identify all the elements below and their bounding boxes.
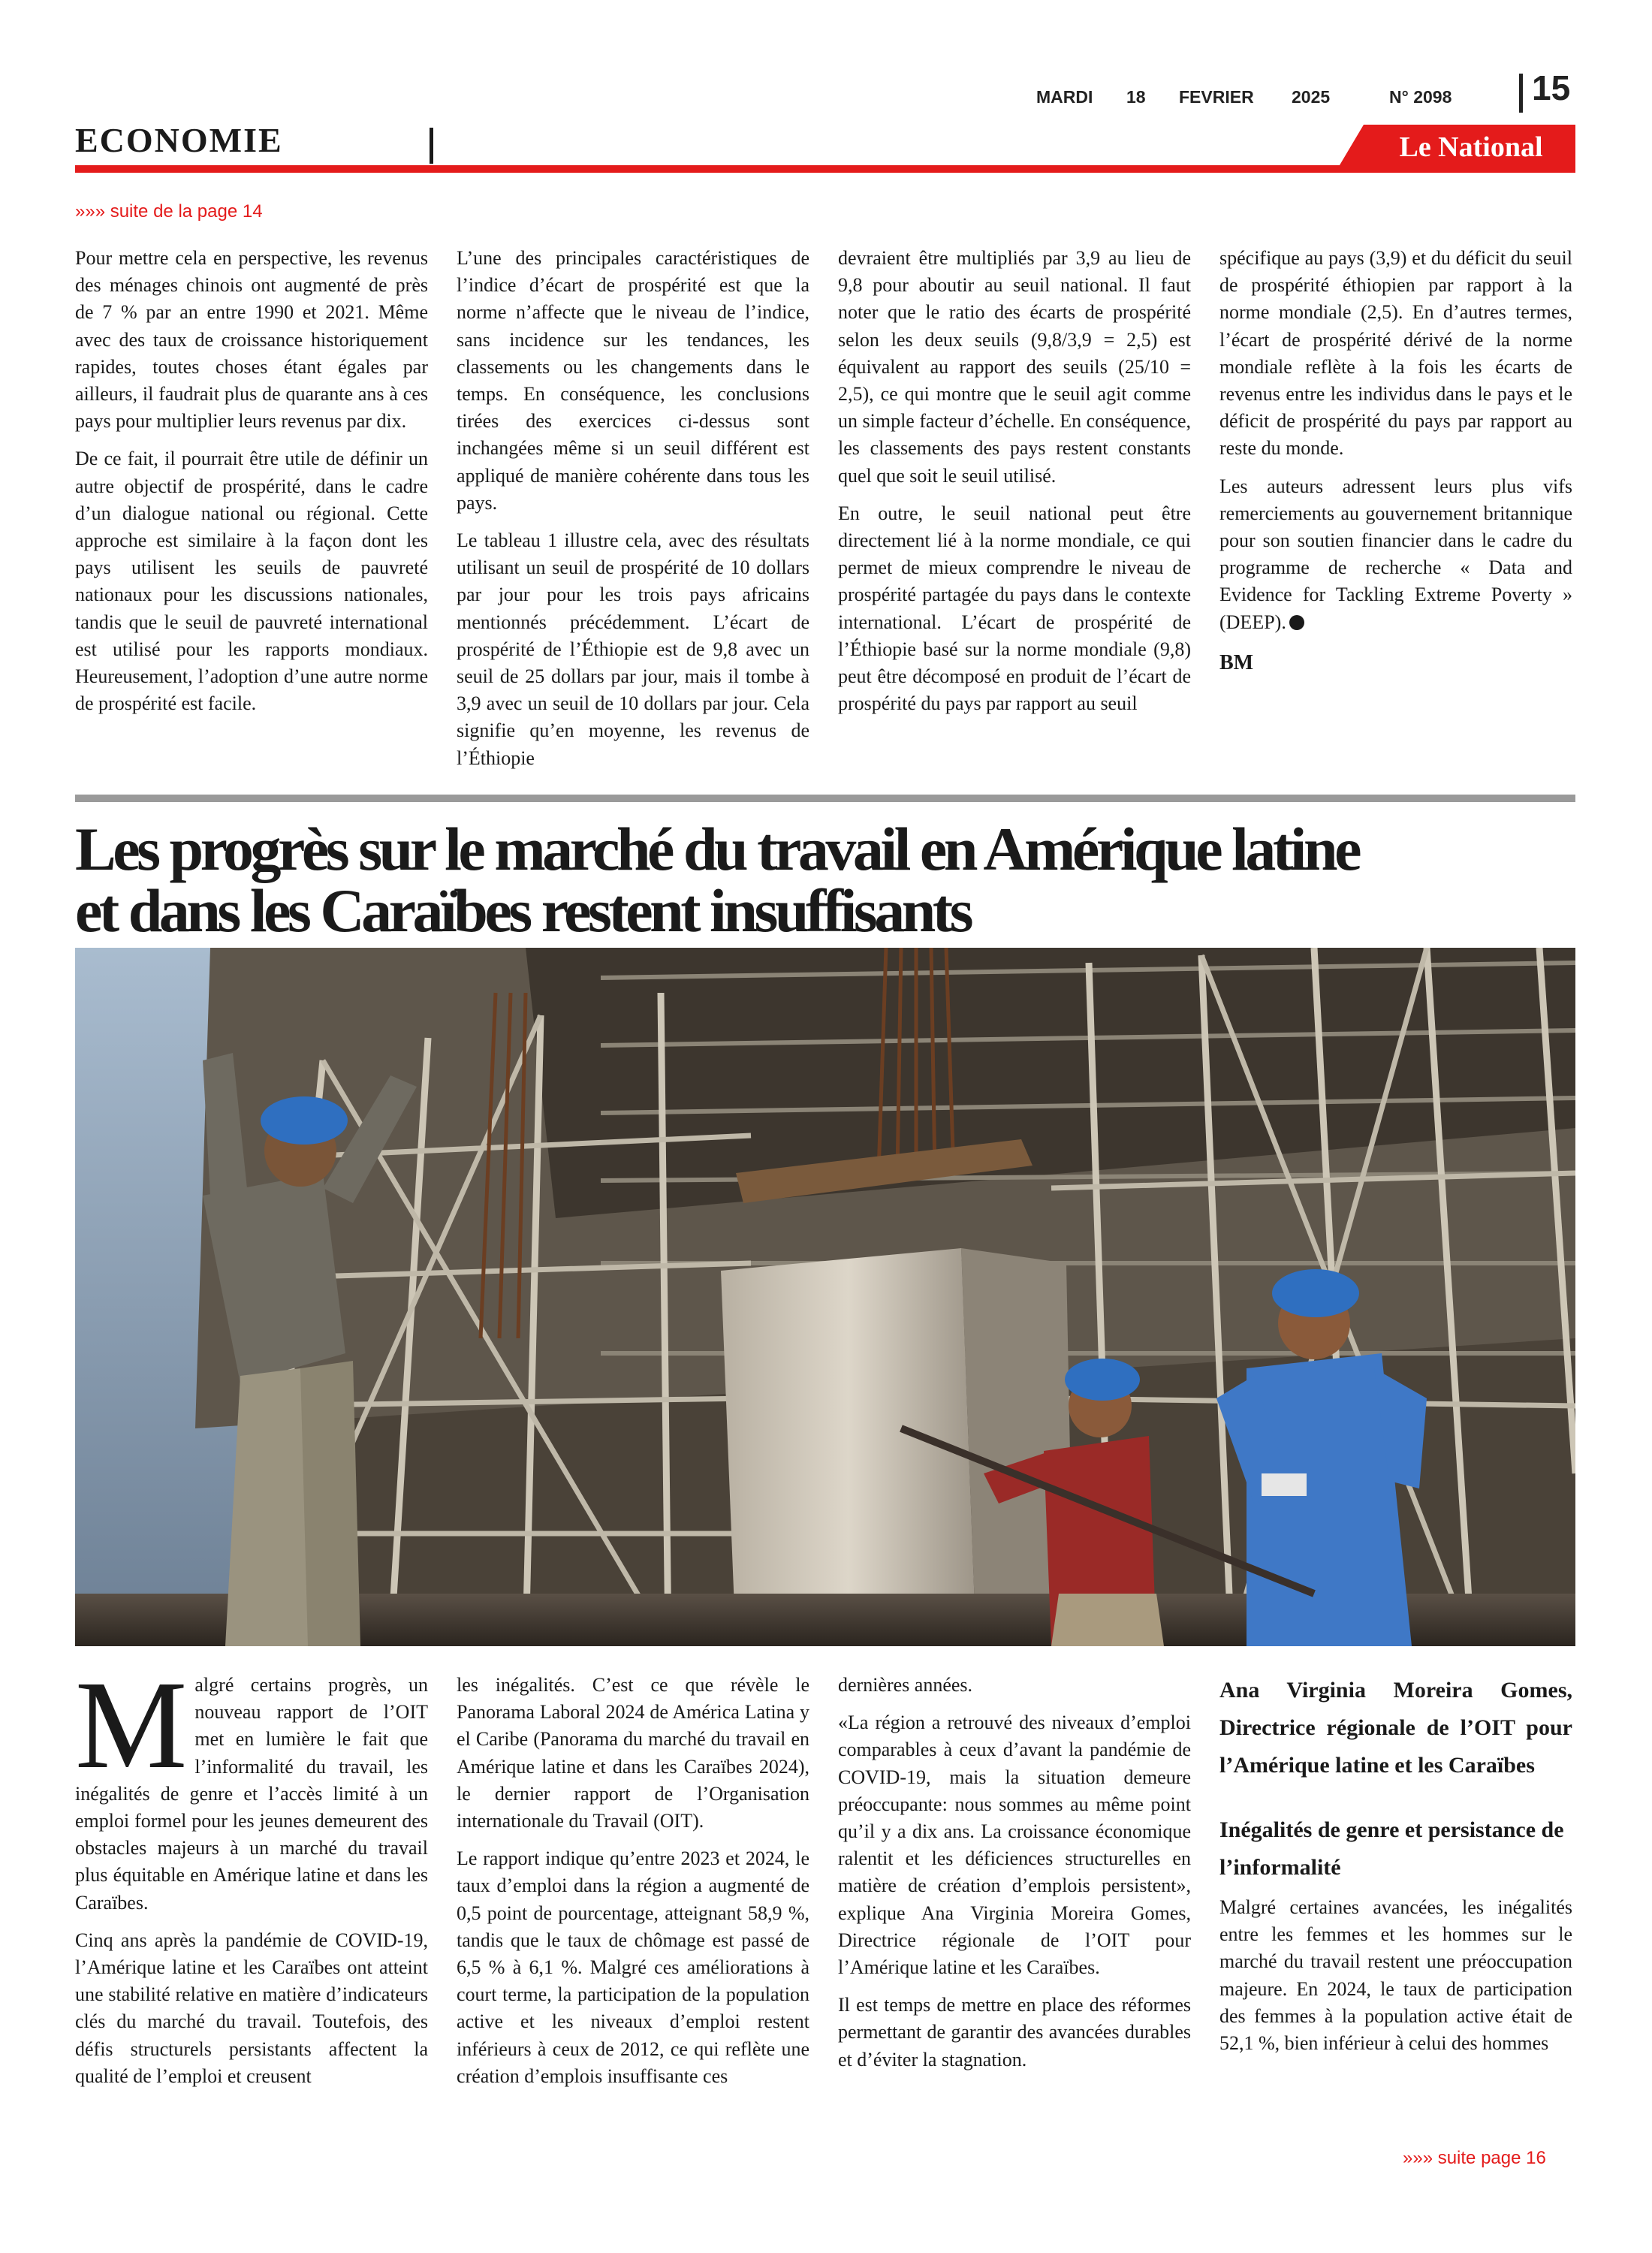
end-of-article-icon: [1289, 615, 1304, 630]
paragraph: Malgré certaines avancées, les inégalités entre les femmes et les hommes sur le marché du travail restent une préoccupation majeure. En 2024, le taux de participation des femmes à la population active était de 52,1 %, bien inférieur à celui des hommes: [1219, 1896, 1572, 2055]
author-credit: Ana Virginia Moreira Gomes, Directrice régionale de l’OIT pour l’Amérique latine et les Caraïbes: [1219, 1678, 1572, 1778]
paragraph: L’une des principales caractéristiques de l’indice d’écart de prospérité est que la norme n’affecte que le niveau de l’indice, sans incidence sur les tendances, les classements ou les changements dans le temps. En conséquence, les conclusions tirées des exercices ci-dessus sont inchangées même si un seuil différent est appliqué de manière cohérente dans tous les pays.: [457, 247, 809, 514]
article-subheading: Inégalités de genre et persistance de l’informalité: [1219, 1817, 1564, 1880]
paragraph: [1219, 473, 1572, 636]
article-headline: [75, 815, 1577, 945]
paragraph: [75, 1672, 428, 1917]
paragraph: Le rapport indique qu’entre 2023 et 2024, le taux d’emploi dans la région a augmenté de 0,5 point de pourcentage, atteignant 58,9 %, tandis que le taux de chômage est passé de 6,5 % à 6,1 %. Malgré ces améliorations à court terme, la participation de la population active et les niveaux d’emploi restent inférieurs à ceux de 2012, ce qui reflète une création d’emplois insuffisante ces: [457, 1847, 809, 2087]
article-column-4: [1219, 1672, 1572, 2137]
paragraph: En outre, le seuil national peut être directement lié à la norme mondiale, ce qui permet de mieux comprendre le niveau de prospérité partagée du pays dans le contexte international. L’écart de prospérité de l’Éthiopie basé sur la norme mondiale (9,8) peut être décomposé en produit de l’écart de prospérité du pays par rapport au seuil: [838, 502, 1191, 715]
article-column-3: [838, 1672, 1191, 2137]
headline-line-2: et dans les Caraïbes restent insuffisants: [75, 876, 971, 945]
page-number-divider: [1519, 74, 1523, 113]
paragraph: Pour mettre cela en perspective, les revenus des ménages chinois ont augmenté de près de 7 % par an entre 1990 et 2021. Même avec des taux de croissance historiquement rapides, toutes choses étant égales par ailleurs, il faudrait plus de quarante ans à ces pays pour multiplier leurs revenus par dix.: [75, 247, 428, 433]
continued-to-link[interactable]: »»» suite page 16: [1403, 2148, 1546, 2168]
paragraph: De ce fait, il pourrait être utile de définir un autre objectif de prospérité, dans le cadre d’un dialogue national ou régional. Cette approche est similaire à la façon dont les pays utilisent les seuils de pauvreté nationaux pour les discussions nationales, tandis que le seuil de pauvreté international est utilisé pour les rapports mondiaux. Heureusement, l’adoption d’une autre norme de prospérité est facile.: [75, 448, 428, 715]
paragraph: Le tableau 1 illustre cela, avec des résultats utilisant un seuil de prospérité de 10 dollars par jour pour les trois pays africains mentionnés précédemment. L’écart de prospérité de l’Éthiopie est de 9,8 avec un seuil de 25 dollars par jour, mais il tombe à 3,9 avec un seuil de 10 dollars par jour. Cela signifie qu’en moyenne, les revenus de l’Éthiopie: [457, 529, 809, 769]
section-divider: [430, 128, 433, 164]
article-signature: BM: [1219, 650, 1254, 674]
top-article-column-3: [838, 245, 1191, 784]
paragraph: Cinq ans après la pandémie de COVID-19, l’Amérique latine et les Caraïbes ont atteint une stabilité relative en matière d’indicateurs clés du marché du travail. Toutefois, des défis structurels persistants affectent la qualité de l’emploi et creusent: [75, 1929, 428, 2087]
construction-workers-photo: [75, 948, 1575, 1646]
drop-cap: M: [75, 1672, 188, 1795]
top-article-column-4: [1219, 245, 1572, 784]
paragraph: les inégalités. C’est ce que révèle le Panorama Laboral 2024 de América Latina y el Caribe (Panorama du marché du travail en Amérique latine et dans les Caraïbes 2024), le dernier rapport de l’Organisation internationale du Travail (OIT).: [457, 1674, 809, 1832]
article-column-1: [75, 1672, 428, 2137]
article-column-2: [457, 1672, 809, 2137]
issue-month: FEVRIER: [1179, 87, 1254, 107]
paragraph-text: algré certains progrès, un nouveau rapport de l’OIT met en lumière le fait que l’informalité du travail, les inégalités de genre et l’accès limité à un emploi formel pour les jeunes demeurent des obstacles majeurs à un marché du travail plus équitable en Amérique latine et dans les Caraïbes.: [75, 1674, 428, 1914]
paragraph: dernières années.: [838, 1674, 973, 1696]
headline-line-1: Les progrès sur le marché du travail en Amérique latine: [75, 815, 1358, 883]
issue-date: 18: [1126, 87, 1146, 107]
paragraph: devraient être multipliés par 3,9 au lieu de 9,8 pour aboutir au seuil national. Il faut noter que le ratio des écarts de prospérité selon les deux seuils (9,8/3,9 = 2,5) est équivalent au rapport des seuils (25/10 = 2,5), ce qui montre que le seuil agit comme un simple facteur d’échelle. En conséquence, les classements des pays restent constants quel que soit le seuil utilisé.: [838, 247, 1191, 487]
issue-year: 2025: [1292, 87, 1331, 107]
issue-day: MARDI: [1036, 87, 1093, 107]
top-article-column-2: [457, 245, 809, 784]
top-article-column-1: [75, 245, 428, 784]
paragraph: «La région a retrouvé des niveaux d’emploi comparables à ceux d’avant la pandémie de COVID-19, mais la situation demeure préoccupante: nous sommes au même point qu’il y a dix ans. La croissance économique ralentit et les déficiences structurelles en matière de création d’emplois persistent», explique Ana Virginia Moreira Gomes, Directrice régionale de l’OIT pour l’Amérique latine et les Caraïbes.: [838, 1712, 1191, 1979]
paragraph: spécifique au pays (3,9) et du déficit du seuil de prospérité éthiopien par rapport à la norme mondiale (2,5). En d’autres termes, l’écart de prospérité dérivé de la norme mondiale reflète à la fois les écarts de revenus entre les individus dans le pays et le déficit de prospérité du pays par rapport au reste du monde.: [1219, 247, 1572, 460]
continued-from-link[interactable]: »»» suite de la page 14: [75, 201, 263, 222]
page-number: 15: [1532, 68, 1571, 107]
section-title: ECONOMIE: [75, 121, 283, 159]
newspaper-brand: Le National: [1399, 131, 1543, 163]
issue-number: N° 2098: [1389, 87, 1452, 107]
issue-meta: [1036, 81, 1517, 114]
article-photo: [75, 948, 1575, 1646]
article-separator: [75, 795, 1575, 802]
paragraph: Il est temps de mettre en place des réformes permettant de garantir des avancées durables et d’éviter la stagnation.: [838, 1994, 1191, 2071]
paragraph-text: Les auteurs adressent leurs plus vifs remerciements au gouvernement britannique pour son soutien financier dans le cadre du programme de recherche « Data and Evidence for Tackling Extreme Poverty » (DEEP).: [1219, 475, 1572, 633]
